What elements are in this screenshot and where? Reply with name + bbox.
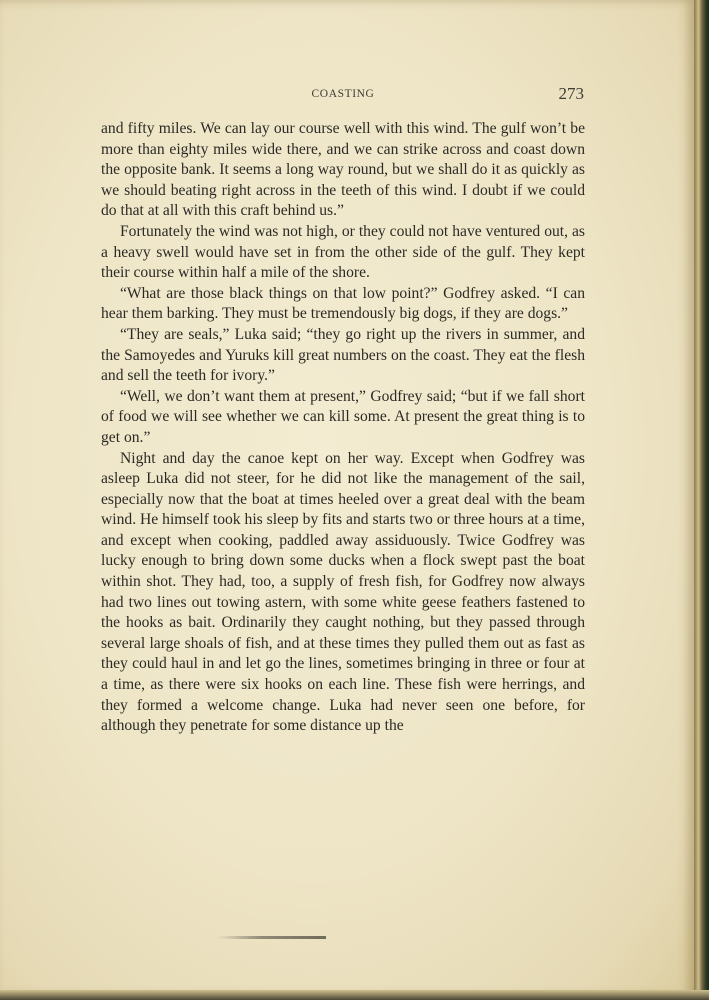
page-edge-right bbox=[694, 0, 709, 1000]
page-number: 273 bbox=[558, 84, 584, 103]
print-rule-mark bbox=[218, 936, 326, 939]
paragraph: Fortunately the wind was not high, or they could not have ventured out, as a heavy swell would have set in from the other side of the gulf. They kept their course within half a mile of the shore. bbox=[101, 222, 585, 282]
paragraph: “Well, we don’t want them at present,” Godfrey said; “but if we fall short of food we will see whether we can kill some. At present the great thing is to get on.” bbox=[101, 387, 585, 446]
page-header bbox=[100, 84, 586, 108]
running-head: COASTING bbox=[311, 88, 375, 100]
paragraph: Night and day the canoe kept on her way. Except when Godfrey was asleep Luka did not steer, for he did not like the management of the sail, especially now that the boat at times heeled over a great deal with the beam wind. He himself took his sleep by fits and starts two or three hours at a time, and except when cooking, paddled away assiduously. Twice Godfrey was lucky enough to bring down some ducks when a flock swept past the boat within shot. They had, too, a supply of fresh fish, for Godfrey now always had two lines out towing astern, with some white geese feathers fastened to the hooks as bait. Ordinarily they caught nothing, but they passed through several large shoals of fish, and at these times they pulled them out as fast as they could haul in and let go the lines, sometimes bringing in three or four at a time, as there were six hooks on each line. These fish were herrings, and they formed a welcome change. Luka had never seen one before, for although they penetrate for some distance up the bbox=[101, 449, 585, 735]
paragraph: “What are those black things on that low point?” Godfrey asked. “I can hear them barking. They must be tremendously big dogs, if they are dogs.” bbox=[101, 284, 585, 323]
paragraph: “They are seals,” Luka said; “they go right up the rivers in summer, and the Samoyedes and Yuruks kill great numbers on the coast. They eat the flesh and sell the teeth for ivory.” bbox=[101, 325, 585, 385]
paragraph: and fifty miles. We can lay our course well with this wind. The gulf won’t be more than eighty miles wide there, and we can strike across and coast down the opposite bank. It seems a long way round, but we shall do it as quickly as we should beating right across in the teeth of this wind. I doubt if we could do that at all with this craft behind us.” bbox=[101, 120, 585, 220]
body-text bbox=[101, 119, 585, 737]
page-edge-bottom bbox=[0, 990, 709, 1000]
